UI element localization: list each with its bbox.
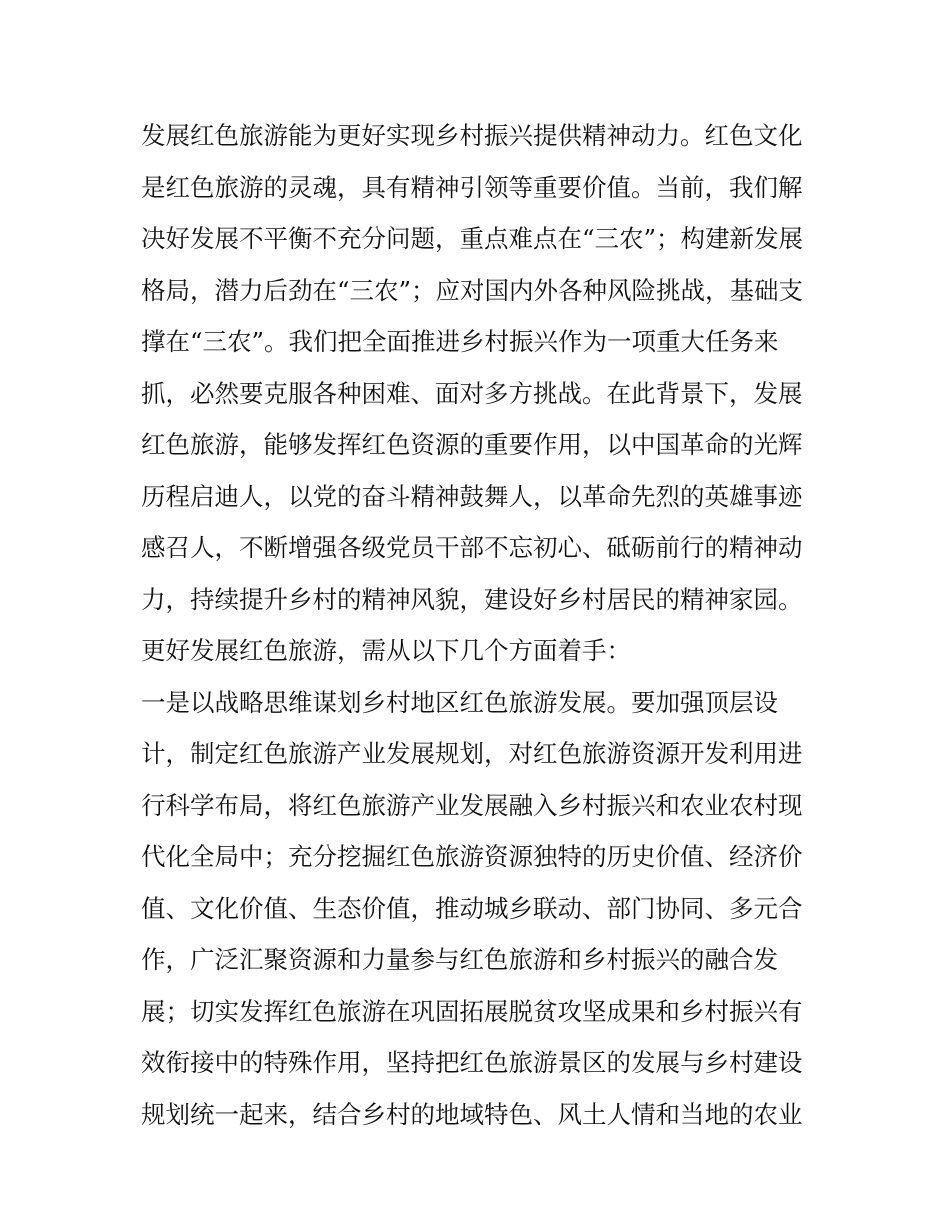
text-line: 是红色旅游的灵魂，具有精神引领等重要价值。当前，我们解 [141, 172, 803, 202]
text-line: 感召人，不断增强各级党员干部不忘初心、砥砺前行的精神动 [141, 533, 803, 562]
text-line: 作，广泛汇聚资源和力量参与红色旅游和乡村振兴的融合发 [141, 945, 778, 974]
text-line: 格局，潜力后劲在“三农”；应对国内外各种风险挑战，基础支 [141, 275, 804, 305]
text-line: 历程启迪人，以党的奋斗精神鼓舞人，以革命先烈的英雄事迹 [141, 481, 803, 511]
text-line: 规划统一起来，结合乡村的地域特色、风土人情和当地的农业 [141, 1099, 803, 1129]
text-line: 决好发展不平衡不充分问题，重点难点在“三农”；构建新发展 [141, 224, 804, 253]
text-line: 更好发展红色旅游，需从以下几个方面着手： [141, 636, 631, 665]
text-line: 红色旅游，能够发挥红色资源的重要作用，以中国革命的光辉 [141, 430, 803, 459]
text-line: 抓，必然要克服各种困难、面对多方挑战。在此背景下，发展 [141, 378, 803, 408]
text-line: 力，持续提升乡村的精神风貌，建设好乡村居民的精神家园。 [141, 584, 803, 614]
text-line: 代化全局中；充分挖掘红色旅游资源独特的历史价值、经济价 [141, 842, 803, 871]
text-line: 发展红色旅游能为更好实现乡村振兴提供精神动力。红色文化 [141, 121, 803, 150]
text-line: 一是以战略思维谋划乡村地区红色旅游发展。要加强顶层设 [141, 687, 778, 717]
text-line: 行科学布局，将红色旅游产业发展融入乡村振兴和农业农村现 [141, 790, 803, 820]
text-line: 计，制定红色旅游产业发展规划，对红色旅游资源开发利用进 [141, 739, 803, 768]
text-line: 展；切实发挥红色旅游在巩固拓展脱贫攻坚成果和乡村振兴有 [141, 996, 803, 1026]
text-line: 撑在“三农”。我们把全面推进乡村振兴作为一项重大任务来 [141, 327, 779, 356]
body-text [141, 110, 821, 1140]
text-line: 值、文化价值、生态价值，推动城乡联动、部门协同、多元合 [141, 893, 803, 923]
text-line: 效衔接中的特殊作用，坚持把红色旅游景区的发展与乡村建设 [141, 1048, 803, 1077]
